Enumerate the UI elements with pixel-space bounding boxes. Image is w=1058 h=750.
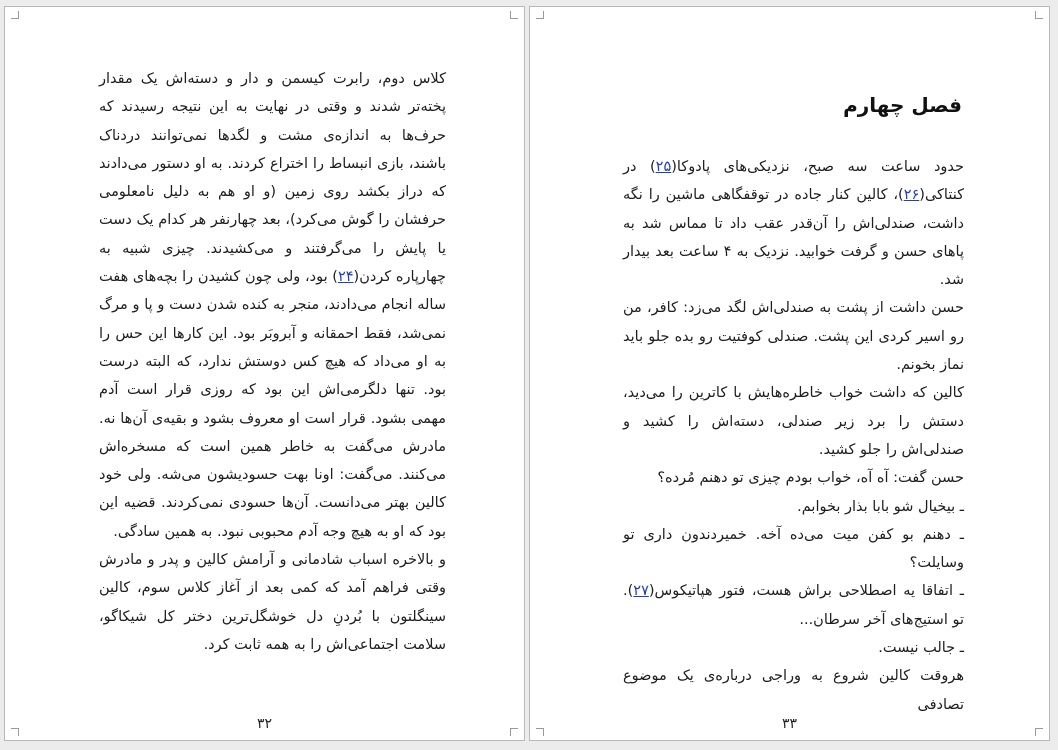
footnote-link[interactable]: ۲۴ xyxy=(337,269,354,286)
paragraph xyxy=(623,577,964,634)
footnote-link[interactable]: ۲۵ xyxy=(655,159,672,175)
text-run: ). تو استیج‌های آخر سرطان... xyxy=(623,583,964,628)
text-run: حسن گفت: آه آه، خواب بودم چیزی تو دهنم مُرده؟ xyxy=(657,470,964,487)
page-number: ۳۲ xyxy=(256,716,273,732)
footnote-link[interactable]: ۲۶ xyxy=(903,187,920,204)
text-run: ـ دهنم بو کفن میت می‌ده آخه. خمیردندون داری تو وسایلت؟ xyxy=(623,526,964,572)
footnote-link[interactable]: ۲۷ xyxy=(633,583,649,600)
paragraph xyxy=(623,634,964,662)
left-page-body xyxy=(99,65,446,659)
paragraph xyxy=(623,379,964,464)
text-run: ـ اتفاقا یه اصطلاحی براش هست، فتور هپاتیکوس( xyxy=(648,583,964,600)
paragraph xyxy=(623,521,964,578)
paragraph xyxy=(623,294,964,379)
text-run: حدود ساعت سه صبح، نزدیکی‌های پادوکا( xyxy=(671,159,964,175)
text-run: ـ جالب نیست. xyxy=(878,640,964,657)
text-run: )، کالین کنار جاده در توقفگاهی ماشین را نگه داشت، صندلی‌اش را آن‌قدر عقب داد تا مماس شد به پاهای حسن و گرفت خوابید. نزدیک به ۴ ساعت بعد بیدار شد. xyxy=(623,187,964,289)
right-page-body xyxy=(623,153,964,719)
crop-mark xyxy=(510,11,518,19)
chapter-title: فصل چهارم xyxy=(843,93,962,117)
right-page xyxy=(529,6,1050,741)
paragraph xyxy=(623,662,964,719)
text-run: کالین که داشت خواب خاطره‌هایش با کاترین را می‌دید، دستش را برد زیر صندلی، دسته‌اش را کشید و صندلی‌اش را جلو کشید. xyxy=(623,385,964,458)
crop-mark xyxy=(536,11,544,19)
text-run: ) در کنتاکی( xyxy=(623,159,964,204)
text-run: هروقت کالین شروع به وراجی درباره‌ی یک موضوع تصادفی xyxy=(623,668,964,713)
paragraph xyxy=(623,493,964,521)
left-page xyxy=(4,6,525,741)
text-run: کلاس دوم، رابرت کیسمن و دار و دسته‌اش یک مقدار پخته‌تر شدند و وقتی در نهایت به این نتیجه رسیدند که حرف‌ها به اندازه‌ی مشت و لگدها نمی‌توانند دردناک باشند، بازی انبساط را اختراع کردند. به او دستور می‌دادند که دراز بکشد روی زمین (و او هم به دلیل نامعلومی حرفشان را گوش می‌کرد)، بعد چهارنفر هر کدام یک دست یا پایش را می‌گرفتند و می‌کشیدند. چیزی شبیه به چهارپاره کردن( xyxy=(99,71,446,286)
text-run: حسن داشت از پشت به صندلی‌اش لگد می‌زد: کافر، من رو اسیر کردی این پشت. صندلی کوفتیت رو بده جلو باید نماز بخونم. xyxy=(623,300,964,374)
text-run: و بالاخره اسباب شادمانی و آرامش کالین و پدر و مادرش وقتی فراهم آمد که کمی بعد از آغاز کلاس سوم، کالین سینگلتون با بُردنِ دل خوشگل‌ترین دختر کل شیکاگو، سلامت اجتماعی‌اش را به همه ثابت کرد. xyxy=(99,552,446,653)
crop-mark xyxy=(1035,11,1043,19)
crop-mark xyxy=(11,11,19,19)
text-run: ) بود، ولی چون کشیدن را بچه‌های هفت ساله انجام می‌دادند، منجر به کنده شدن دست و پا و مرگ نمی‌شد، فقط احمقانه و آبروبَر بود. این کارها این حس را به او می‌داد که هیچ کس دوستش ندارد، که البته درست بود. تنها دلگرمی‌اش این بود که روزی قرار است آدم مهمی بشود. قرار است او معروف بشود و بقیه‌ی آن‌ها نه. مادرش می‌گفت به خاطر همین است که مسخره‌اش می‌کنند. می‌گفت: اونا بهت حسودیشون می‌شه. ولی خود کالین بهتر می‌دانست. آن‌ها حسودی نمی‌کردند. قضیه این بود که او به هیچ وجه آدم محبوبی نبود. به همین سادگی. xyxy=(99,269,446,540)
paragraph xyxy=(99,546,446,659)
paragraph xyxy=(99,65,446,546)
paragraph xyxy=(623,153,964,294)
page-number: ۳۳ xyxy=(781,716,798,732)
text-run: ـ بیخیال شو بابا بذار بخوابم. xyxy=(797,498,964,515)
paragraph xyxy=(623,464,964,492)
